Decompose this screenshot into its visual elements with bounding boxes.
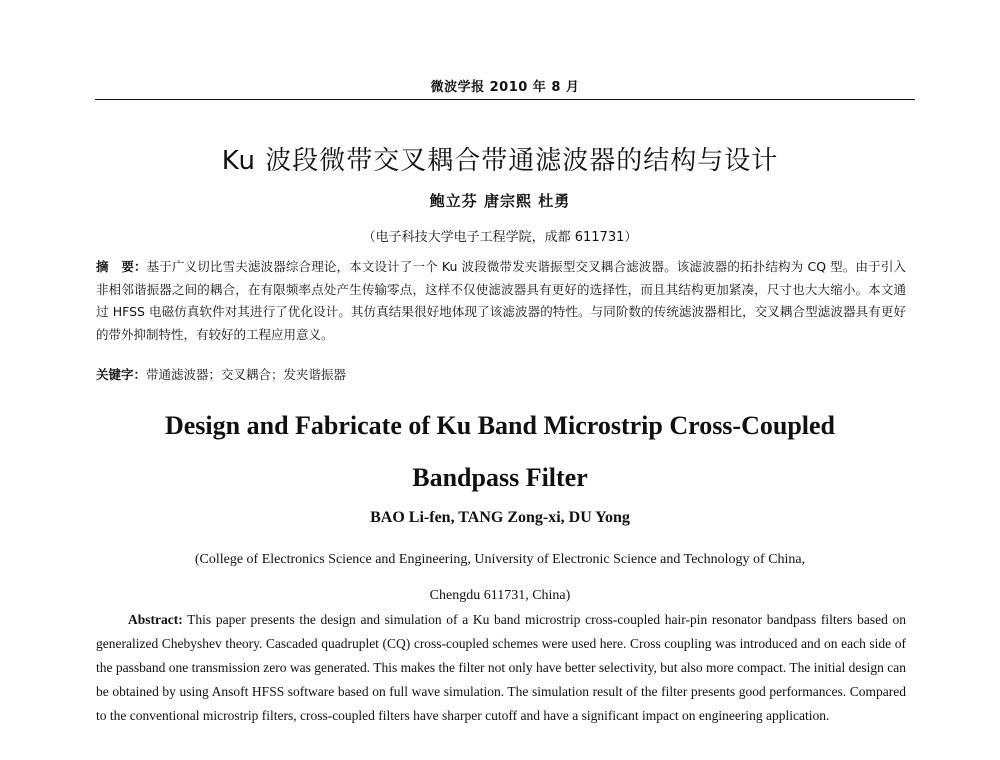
- cn-keywords: [96, 365, 906, 383]
- header-rule: [95, 99, 915, 100]
- en-abstract-text: This paper presents the design and simulation of a Ku band microstrip cross-coupled hair-pin resonator bandpass filters based on generalized Chebyshev theory. Cascaded quadruplet (CQ) cross-coupled schemes were used here. Cross coupling was introduced and on each side of the passband one transmission zero was generated. This makes the filter not only have better selectivity, but also more compact. The initial design can be obtained by using Ansoft HFSS software based on full wave simulation. The simulation result of the filter presents good performances. Compared to the conventional microstrip filters, cross-coupled filters have sharper cutoff and have a significant impact on engineering application.: [96, 612, 906, 723]
- en-abstract-label: Abstract:: [128, 612, 183, 627]
- en-title-line1: Design and Fabricate of Ku Band Microstrip Cross-Coupled: [164, 411, 836, 440]
- cn-abstract: [96, 256, 906, 346]
- en-affiliation-line1: (College of Electronics Science and Engineering, University of Electronic Science and Technology of China,: [194, 552, 806, 567]
- running-header: 微波学报 2010 年 8 月: [430, 80, 580, 95]
- cn-abstract-text: 基于广义切比雪夫滤波器综合理论，本文设计了一个 Ku 波段微带发夹谐振型交叉耦合滤波器。该滤波器的拓扑结构为 CQ 型。由于引入非相邻谐振器之间的耦合，在有限频率点处产生传输零点，这样不仅使滤波器具有更好的选择性，而且其结构更加紧凑，尺寸也大大缩小。本文通过 HFSS 电磁仿真软件对其进行了优化设计。其仿真结果很好地体现了该滤波器的特性。与同阶数的传统滤波器相比，交叉耦合型滤波器具有更好的带外抑制特性，有较好的工程应用意义。: [96, 259, 906, 342]
- cn-affiliation: （电子科技大学电子工程学院，成都 611731）: [362, 230, 638, 245]
- en-title-line2: Bandpass Filter: [412, 463, 588, 492]
- en-abstract: [96, 608, 906, 728]
- cn-abstract-label: 摘 要：: [96, 259, 147, 274]
- cn-title: Ku 波段微带交叉耦合带通滤波器的结构与设计: [221, 146, 779, 176]
- en-title: [0, 400, 1000, 504]
- en-authors: BAO Li-fen, TANG Zong-xi, DU Yong: [370, 509, 630, 526]
- cn-authors: 鲍立芬 唐宗熙 杜勇: [429, 192, 571, 210]
- en-affiliation-line2: Chengdu 611731, China): [429, 588, 571, 603]
- cn-keywords-text: 带通滤波器；交叉耦合；发夹谐振器: [146, 367, 347, 382]
- en-affiliation: [0, 542, 1000, 614]
- cn-keywords-label: 关键字：: [96, 367, 147, 382]
